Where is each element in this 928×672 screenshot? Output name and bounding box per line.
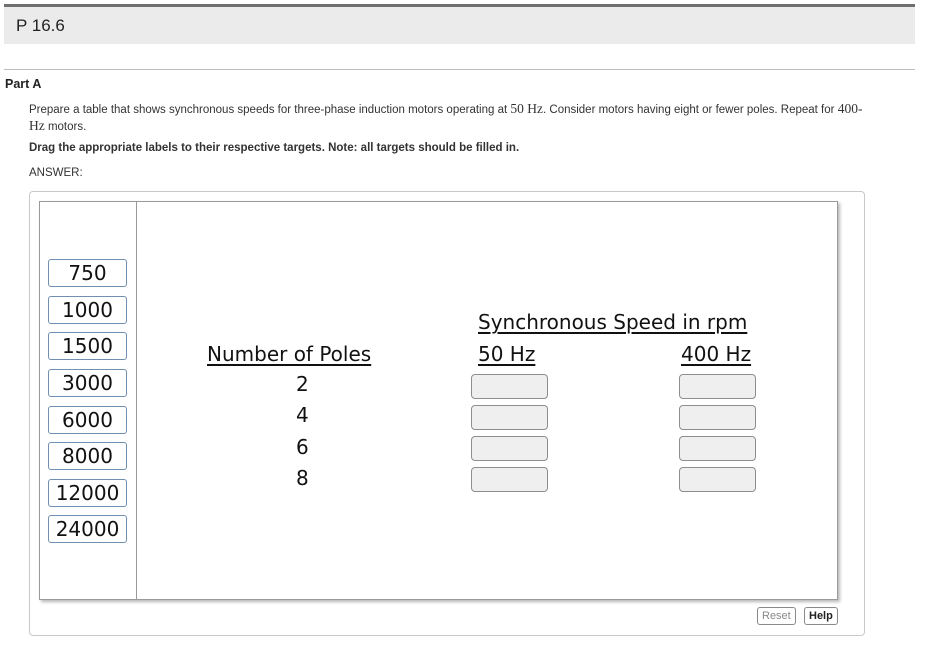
drag-label[interactable]: 8000 <box>48 442 127 470</box>
reset-button[interactable]: Reset <box>757 607 796 625</box>
drag-label[interactable]: 1000 <box>48 296 127 324</box>
drop-target-50hz-4-poles[interactable] <box>471 405 548 430</box>
drag-label[interactable]: 1500 <box>48 332 127 360</box>
prompt-text-1: Prepare a table that shows synchronous speeds for three-phase induction motors operating at <box>29 104 511 116</box>
problem-title-bar <box>4 4 915 44</box>
speed-heading: Synchronous Speed in rpm <box>478 310 748 334</box>
drop-target-400hz-8-poles[interactable] <box>679 467 756 492</box>
drag-label[interactable]: 6000 <box>48 406 127 434</box>
poles-column-heading: Number of Poles <box>207 342 372 366</box>
drag-label[interactable]: 24000 <box>48 515 127 543</box>
help-button[interactable]: Help <box>804 607 838 625</box>
poles-value: 2 <box>296 372 309 396</box>
poles-value: 8 <box>296 466 309 490</box>
problem-title: P 16.6 <box>16 16 65 35</box>
poles-value: 6 <box>296 435 309 459</box>
drag-drop-canvas <box>39 201 838 600</box>
label-bank <box>40 202 137 599</box>
question-prompt <box>29 101 915 135</box>
drag-label[interactable]: 3000 <box>48 369 127 397</box>
part-label: Part A <box>5 77 42 91</box>
prompt-text-2: . Consider motors having eight or fewer poles. Repeat for <box>543 104 838 116</box>
col-50hz-heading: 50 Hz <box>478 342 536 366</box>
prompt-text-3: motors. <box>44 121 87 133</box>
col-400hz-heading: 400 Hz <box>681 342 752 366</box>
drop-target-400hz-4-poles[interactable] <box>679 405 756 430</box>
drop-target-400hz-6-poles[interactable] <box>679 436 756 461</box>
drop-target-50hz-8-poles[interactable] <box>471 467 548 492</box>
drag-instruction: Drag the appropriate labels to their respective targets. Note: all targets should be filled in. <box>29 142 520 154</box>
drop-target-400hz-2-poles[interactable] <box>679 374 756 399</box>
prompt-math-400: 400- <box>837 101 863 116</box>
drop-target-50hz-2-poles[interactable] <box>471 374 548 399</box>
answer-label: ANSWER: <box>29 167 83 179</box>
prompt-math-50hz: 50 Hz <box>510 101 543 116</box>
poles-value: 4 <box>296 403 309 427</box>
drag-label[interactable]: 12000 <box>48 479 127 507</box>
prompt-math-hz: Hz <box>29 118 45 133</box>
drag-label[interactable]: 750 <box>48 259 127 287</box>
divider <box>4 69 915 70</box>
drop-target-50hz-6-poles[interactable] <box>471 436 548 461</box>
